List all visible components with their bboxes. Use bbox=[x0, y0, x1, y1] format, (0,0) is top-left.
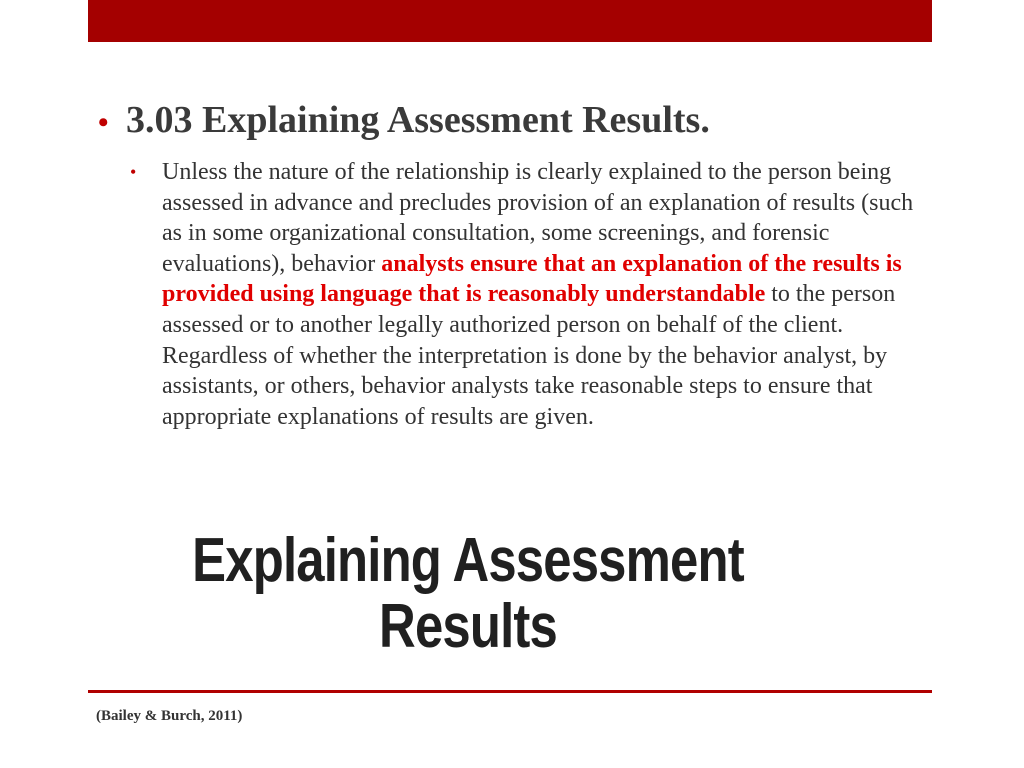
body-emphasis: analysts ensure that an explanation of the results is provided using language that is reasonably understandable bbox=[162, 250, 902, 308]
slide-title-line2: Results bbox=[379, 592, 557, 661]
section-heading: 3.03 Explaining Assessment Results. bbox=[126, 99, 710, 141]
slide-title-line1: Explaining Assessment bbox=[192, 526, 744, 595]
body-text-after: to the person assessed or to another legally authorized person on behalf of the client. Regardless of whether the interpretation is done by the behavior analyst, by assistants, or others, behavior analysts take reasonable steps to ensure that appropriate explanations of results are given. bbox=[162, 281, 896, 430]
sub-bullet-icon: • bbox=[130, 162, 137, 182]
bottom-divider bbox=[88, 690, 932, 693]
top-accent-bar bbox=[88, 0, 932, 42]
citation: (Bailey & Burch, 2011) bbox=[96, 708, 243, 724]
heading-bullet-item bbox=[98, 96, 928, 147]
slide-title bbox=[156, 528, 779, 660]
body-text-before: Unless the nature of the relationship is clearly explained to the person being assessed in advance and precludes provision of an explanation of results (such as in some organizational consultation, some screenings, and forensic evaluations), behavior bbox=[162, 159, 914, 277]
bullet-icon: • bbox=[98, 106, 109, 139]
body-bullet-item bbox=[130, 157, 928, 432]
slide-content bbox=[98, 96, 928, 432]
body-paragraph bbox=[162, 157, 922, 432]
